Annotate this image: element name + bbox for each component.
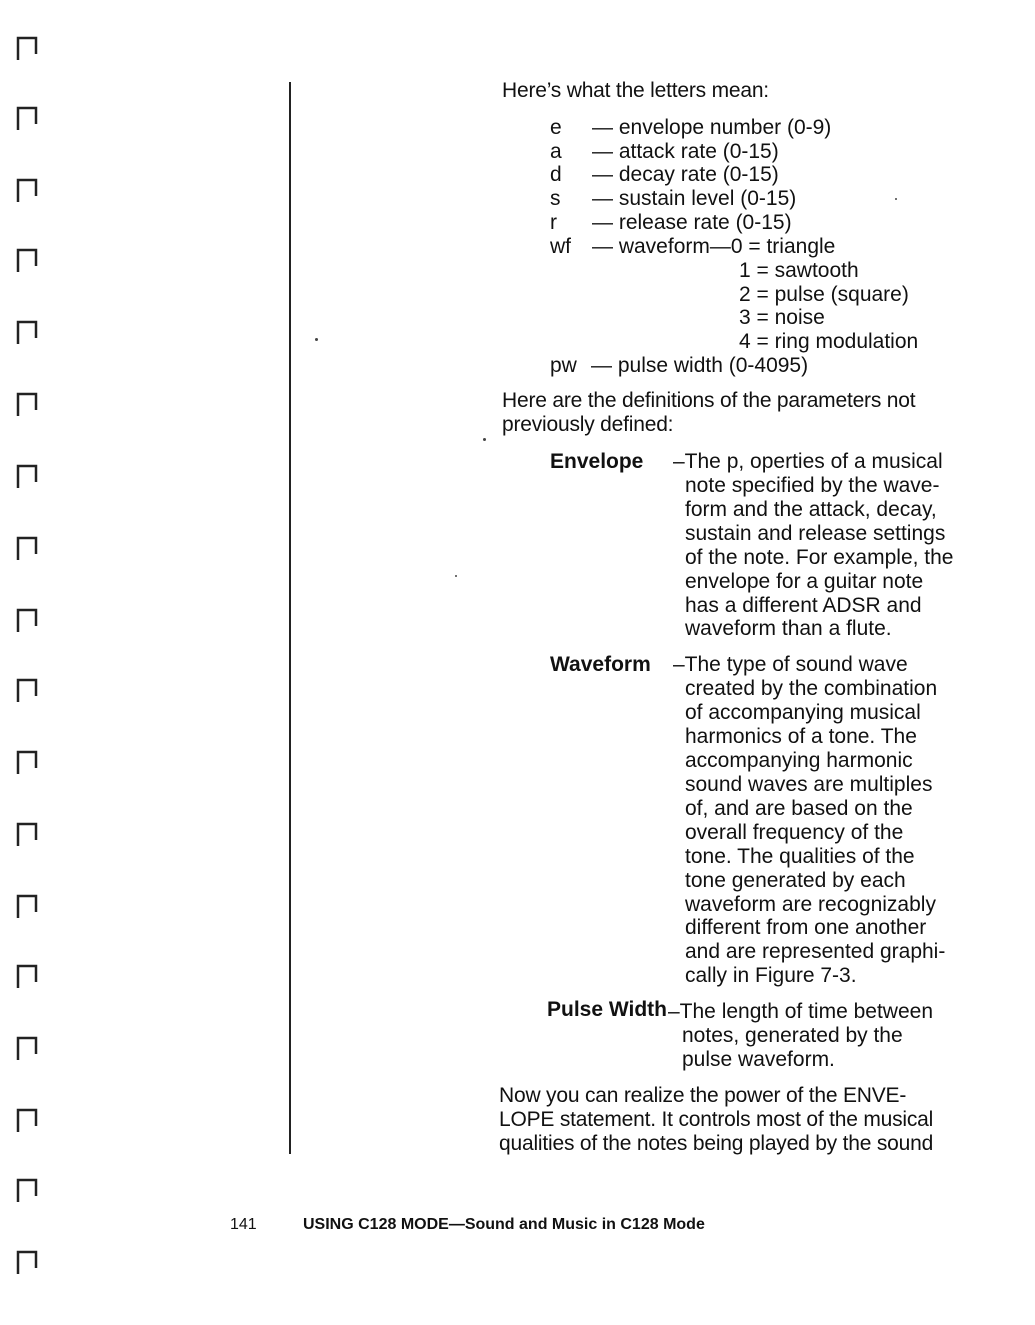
scan-speck: [483, 438, 486, 441]
definition-line: envelope for a guitar note: [685, 570, 924, 593]
param-letter: d: [550, 163, 562, 186]
letters-intro: Here’s what the letters mean:: [502, 79, 769, 102]
definition-line: sound waves are multiples: [685, 773, 933, 796]
definitions-intro: Here are the definitions of the parameters not previously defined:: [502, 389, 916, 436]
binder-tick-icon: [14, 176, 40, 202]
footer-subtitle: —Sound and Music in C128 Mode: [448, 1216, 705, 1233]
waveform-option: 4 = ring modulation: [739, 330, 919, 353]
margin-rule: [289, 82, 291, 1154]
param-letter: e: [550, 116, 562, 139]
definition-line: has a different ADSR and: [685, 594, 922, 617]
binder-tick-icon: [14, 462, 40, 488]
definition-line: form and the attack, decay,: [685, 498, 937, 521]
page-number: 141: [230, 1216, 257, 1233]
waveform-option: 1 = sawtooth: [739, 259, 859, 282]
term-waveform: Waveform: [550, 653, 651, 676]
param-desc: — attack rate (0-15): [592, 140, 779, 163]
param-desc: — waveform—0 = triangle: [592, 235, 836, 258]
definition-line: pulse waveform.: [682, 1048, 835, 1071]
scan-speck: [455, 575, 457, 577]
definition-line: –The p, operties of a musical: [673, 450, 943, 473]
scan-speck: [315, 338, 318, 341]
scan-speck: [895, 198, 897, 200]
definition-line: note specified by the wave-: [685, 474, 940, 497]
binder-tick-icon: [14, 1034, 40, 1060]
definition-line: and are represented graphi-: [685, 940, 946, 963]
param-desc: — pulse width (0-4095): [591, 354, 809, 377]
param-letter: pw: [550, 354, 577, 377]
definition-line: waveform than a flute.: [685, 617, 892, 640]
definition-line: notes, generated by the: [682, 1024, 903, 1047]
running-footer: [303, 1215, 705, 1235]
param-desc: — envelope number (0-9): [592, 116, 832, 139]
binder-tick-icon: [14, 1176, 40, 1202]
binder-tick-icon: [14, 1248, 40, 1274]
binder-tick-icon: [14, 962, 40, 988]
definition-line: sustain and release settings: [685, 522, 946, 545]
param-letter: r: [550, 211, 557, 234]
waveform-option: 3 = noise: [739, 306, 825, 329]
binder-tick-icon: [14, 318, 40, 344]
definition-line: harmonics of a tone. The: [685, 725, 917, 748]
definition-line: waveform are recognizably: [685, 893, 936, 916]
term-pulse-width: Pulse Width: [547, 998, 667, 1021]
binder-tick-icon: [14, 748, 40, 774]
binder-tick-icon: [14, 676, 40, 702]
definition-line: of the note. For example, the: [685, 546, 954, 569]
param-letter: wf: [550, 235, 571, 258]
binder-tick-icon: [14, 892, 40, 918]
definition-line: –The length of time between: [668, 1000, 934, 1023]
param-letter: a: [550, 140, 562, 163]
definition-line: tone generated by each: [685, 869, 906, 892]
definition-line: –The type of sound wave: [673, 653, 908, 676]
waveform-option: 2 = pulse (square): [739, 283, 909, 306]
definition-line: of, and are based on the: [685, 797, 913, 820]
definition-line: tone. The qualities of the: [685, 845, 915, 868]
binder-tick-icon: [14, 246, 40, 272]
definition-line: overall frequency of the: [685, 821, 904, 844]
binder-tick-icon: [14, 390, 40, 416]
definition-line: accompanying harmonic: [685, 749, 913, 772]
definition-line: created by the combination: [685, 677, 938, 700]
binder-tick-icon: [14, 34, 40, 60]
param-desc: — decay rate (0-15): [592, 163, 779, 186]
param-desc: — release rate (0-15): [592, 211, 792, 234]
definition-line: different from one another: [685, 916, 927, 939]
binder-tick-icon: [14, 606, 40, 632]
binder-tick-icon: [14, 1106, 40, 1132]
binder-tick-icon: [14, 820, 40, 846]
closing-line: qualities of the notes being played by the sound: [499, 1132, 934, 1155]
definition-line: of accompanying musical: [685, 701, 921, 724]
param-letter: s: [550, 187, 561, 210]
closing-line: Now you can realize the power of the ENVE-: [499, 1084, 907, 1107]
footer-section: USING C128 MODE: [303, 1216, 449, 1233]
binder-tick-icon: [14, 534, 40, 560]
param-desc: — sustain level (0-15): [592, 187, 797, 210]
closing-line: LOPE statement. It controls most of the musical: [499, 1108, 934, 1131]
definition-line: cally in Figure 7-3.: [685, 964, 857, 987]
binder-tick-icon: [14, 104, 40, 130]
term-envelope: Envelope: [550, 450, 644, 473]
